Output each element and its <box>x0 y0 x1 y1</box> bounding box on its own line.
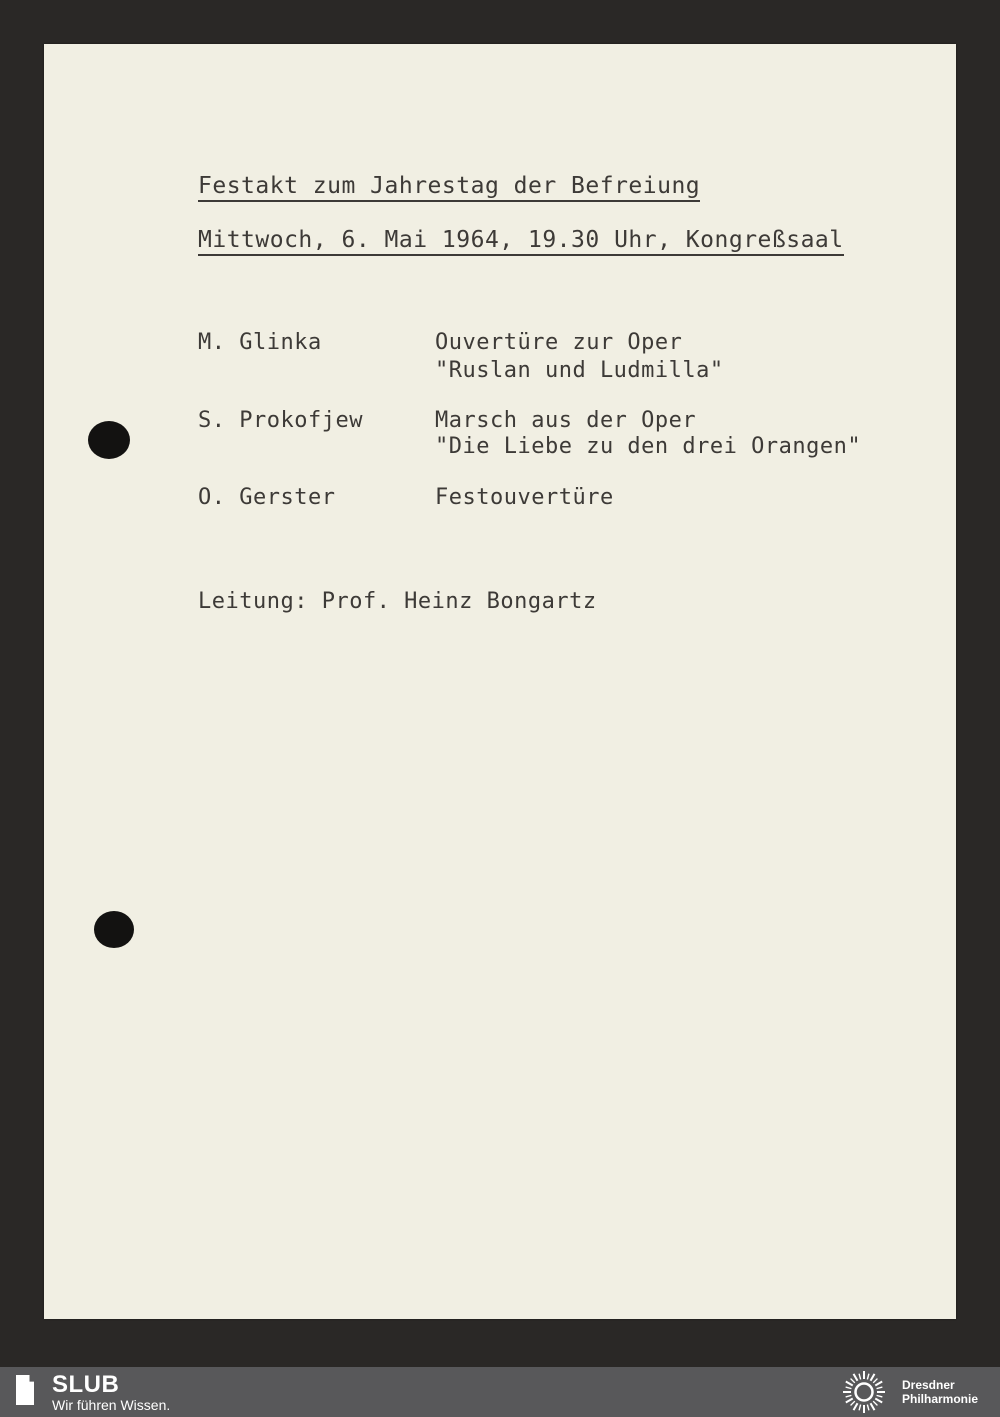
document-title: Festakt zum Jahrestag der Befreiung <box>198 173 700 202</box>
conductor-line: Leitung: Prof. Heinz Bongartz <box>198 589 597 614</box>
program-work-line: "Ruslan und Ludmilla" <box>435 358 724 383</box>
punch-hole-top <box>88 421 130 459</box>
program-work-line: Marsch aus der Oper <box>435 408 697 433</box>
program-work-line: "Die Liebe zu den drei Orangen" <box>435 434 862 459</box>
program-work-line: Ouvertüre zur Oper <box>435 330 683 355</box>
slub-name[interactable]: SLUB <box>52 1371 120 1398</box>
program-composer: S. Prokofjew <box>198 408 363 433</box>
slub-tagline: Wir führen Wissen. <box>52 1397 171 1413</box>
program-composer: O. Gerster <box>198 485 336 510</box>
footer-bar <box>0 1367 1000 1417</box>
punch-hole-bottom <box>94 911 134 948</box>
partner-name-line1: Dresdner <box>902 1378 955 1392</box>
sunburst-logo-icon[interactable] <box>842 1370 886 1414</box>
program-work-line: Festouvertüre <box>435 485 614 510</box>
partner-name[interactable] <box>902 1378 978 1406</box>
slub-logo-icon[interactable] <box>16 1375 34 1405</box>
document-page <box>44 44 956 1319</box>
partner-name-line2: Philharmonie <box>902 1392 979 1406</box>
document-subtitle: Mittwoch, 6. Mai 1964, 19.30 Uhr, Kongreßsaal <box>198 227 844 256</box>
program-composer: M. Glinka <box>198 330 322 355</box>
